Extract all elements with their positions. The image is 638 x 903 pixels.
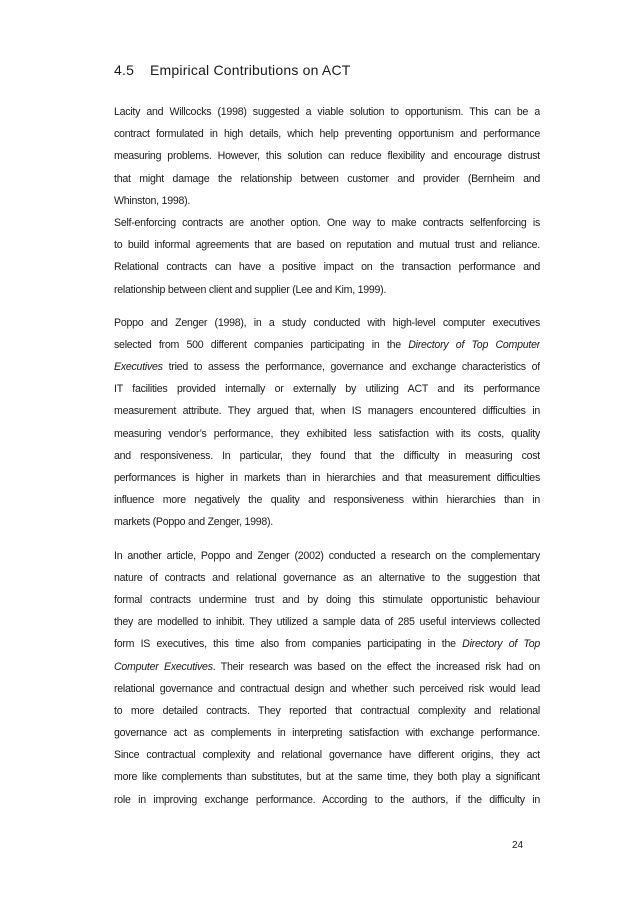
section-number: 4.5 [114,62,135,78]
text-line: measuring problems. However, this solution can reduce flexibility and encourage distrust [114,150,540,163]
text-line: Computer Executives. Their research was based on the effect the increased risk had on [114,660,540,673]
section-heading [114,62,351,78]
text-line: that might damage the relationship between customer and provider (Bernheim and [114,172,540,185]
text-line: form IS executives, this time also from companies participating in the Directory of Top [114,638,540,651]
text-line: measurement attribute. They argued that, when IS managers encountered difficulties in [114,405,540,418]
text-line: to build informal agreements that are based on reputation and mutual trust and reliance. [114,239,540,252]
paragraph-gap [114,301,540,312]
section-title: Empirical Contributions on ACT [150,62,351,78]
text-line: Whinston, 1998). [114,194,191,207]
text-line: markets (Poppo and Zenger, 1998). [114,516,273,529]
paragraph [114,545,540,811]
paragraph [114,212,540,301]
text-line: performances is higher in markets than in hierarchies and that measurement difficulties [114,472,540,484]
text-line: Executives tried to assess the performance, governance and exchange characteristics of [114,361,540,374]
text-line: nature of contracts and relational governance as an alternative to the suggestion that [114,571,540,584]
text-line: Since contractual complexity and relational governance have different origins, they act [114,749,540,762]
text-line: In another article, Poppo and Zenger (2002) conducted a research on the complementary [114,549,540,562]
text-line: IT facilities provided internally or externally by utilizing ACT and its performance [114,383,540,396]
paragraph [114,101,540,212]
body-text [114,101,540,811]
text-line: Relational contracts can have a positive impact on the transaction performance and [114,261,540,274]
text-line: more like complements than substitutes, but at the same time, they both play a significant [114,771,540,784]
text-line: relational governance and contractual design and whether such perceived risk would lead [114,682,540,695]
text-line: contract formulated in high details, which help preventing opportunism and performance [114,128,540,141]
text-line: governance act as complements in interpreting satisfaction with exchange performance. [114,727,540,740]
text-line: measuring vendor’s performance, they exhibited less satisfaction with its costs, quality [114,427,540,440]
text-line: Poppo and Zenger (1998), in a study conducted with high-level computer executives [114,316,540,329]
paragraph-gap [114,534,540,545]
text-line: and responsiveness. In particular, they found that the difficulty in measuring cost [114,449,540,462]
text-line: Self-enforcing contracts are another option. One way to make contracts selfenforcing is [114,216,540,229]
text-line: role in improving exchange performance. According to the authors, if the difficulty in [114,793,540,806]
text-line: selected from 500 different companies participating in the Directory of Top Computer [114,338,540,351]
text-line: Lacity and Willcocks (1998) suggested a viable solution to opportunism. This can be a [114,106,540,118]
page-number: 24 [512,840,524,851]
paragraph [114,312,540,534]
text-line: formal contracts undermine trust and by doing this stimulate opportunistic behaviour [114,593,540,606]
text-line: relationship between client and supplier (Lee and Kim, 1999). [114,283,387,296]
text-line: influence more negatively the quality and responsiveness within hierarchies than in [114,494,540,507]
text-line: they are modelled to inhibit. They utilized a sample data of 285 useful interviews collected [114,616,540,629]
text-line: to more detailed contracts. They reported that contractual complexity and relational [114,704,540,717]
